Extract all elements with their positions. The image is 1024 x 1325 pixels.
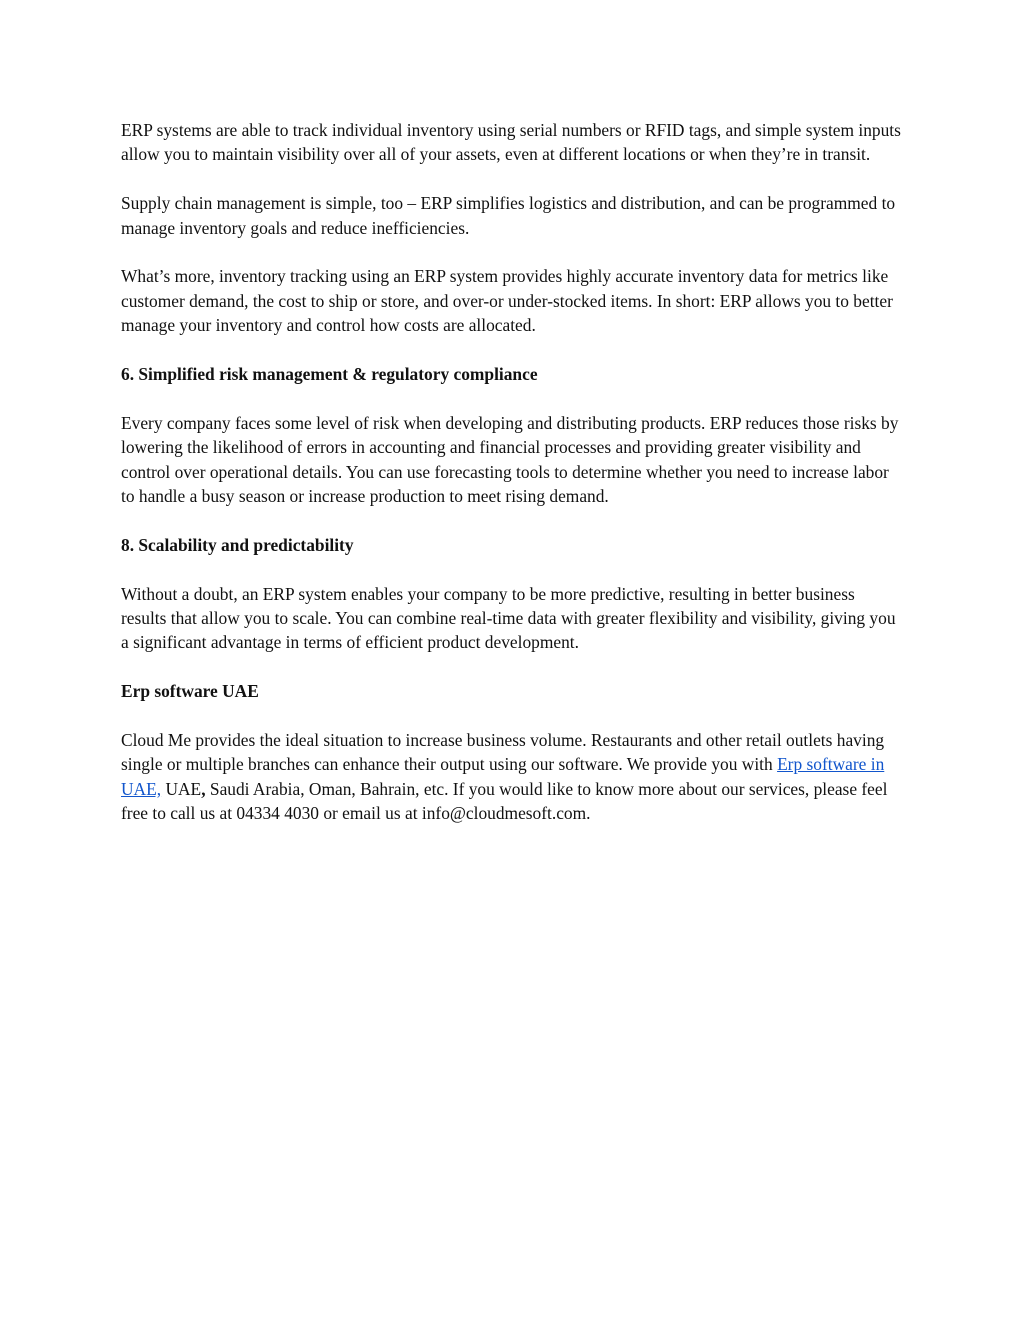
document-page	[121, 118, 903, 850]
heading-erp-software-uae: Erp software UAE	[121, 681, 259, 702]
paragraph-inventory-tracking: ERP systems are able to track individual inventory using serial numbers or RFID tags, and simple system inputs allow you to maintain visibility over all of your assets, even at different locations or when they’re in transit.	[121, 120, 901, 165]
erp-software-link[interactable]: Erp software in UAE,	[121, 754, 885, 799]
closing-text-uae: UAE	[161, 778, 202, 799]
paragraph-risk-management: Every company faces some level of risk when developing and distributing products. ERP reduces those risks by lowering the likelihood of errors in accounting and financial processes and providing greater visibility and control over operational details. You can use forecasting tools to determine whether you need to increase labor to handle a busy season or increase production to meet rising demand.	[121, 412, 899, 507]
paragraph-scalability: Without a doubt, an ERP system enables your company to be more predictive, resulting in better business results that allow you to scale. You can combine real-time data with greater flexibility and visibility, giving you a significant advantage in terms of efficient product development.	[121, 583, 896, 653]
paragraph-supply-chain: Supply chain management is simple, too – ERP simplifies logistics and distribution, and can be programmed to manage inventory goals and reduce inefficiencies.	[121, 193, 896, 238]
paragraph-closing	[121, 728, 903, 826]
heading-scalability: 8. Scalability and predictability	[121, 534, 354, 555]
closing-text-start: Cloud Me provides the ideal situation to increase business volume. Restaurants and other retail outlets having single or multiple branches can enhance their output using our software. We provide you with	[121, 730, 885, 775]
closing-text-end: Saudi Arabia, Oman, Bahrain, etc. If you would like to know more about our services, please feel free to call us at 04334 4030 or email us at info@cloudmesoft.com.	[121, 778, 888, 824]
heading-risk-management: 6. Simplified risk management & regulatory compliance	[121, 364, 538, 385]
closing-bold-comma: ,	[201, 778, 206, 799]
paragraph-inventory-data: What’s more, inventory tracking using an ERP system provides highly accurate inventory data for metrics like customer demand, the cost to ship or store, and over-or under-stocked items. In short: ERP allows you to better manage your inventory and control how costs are allocated.	[121, 266, 893, 336]
